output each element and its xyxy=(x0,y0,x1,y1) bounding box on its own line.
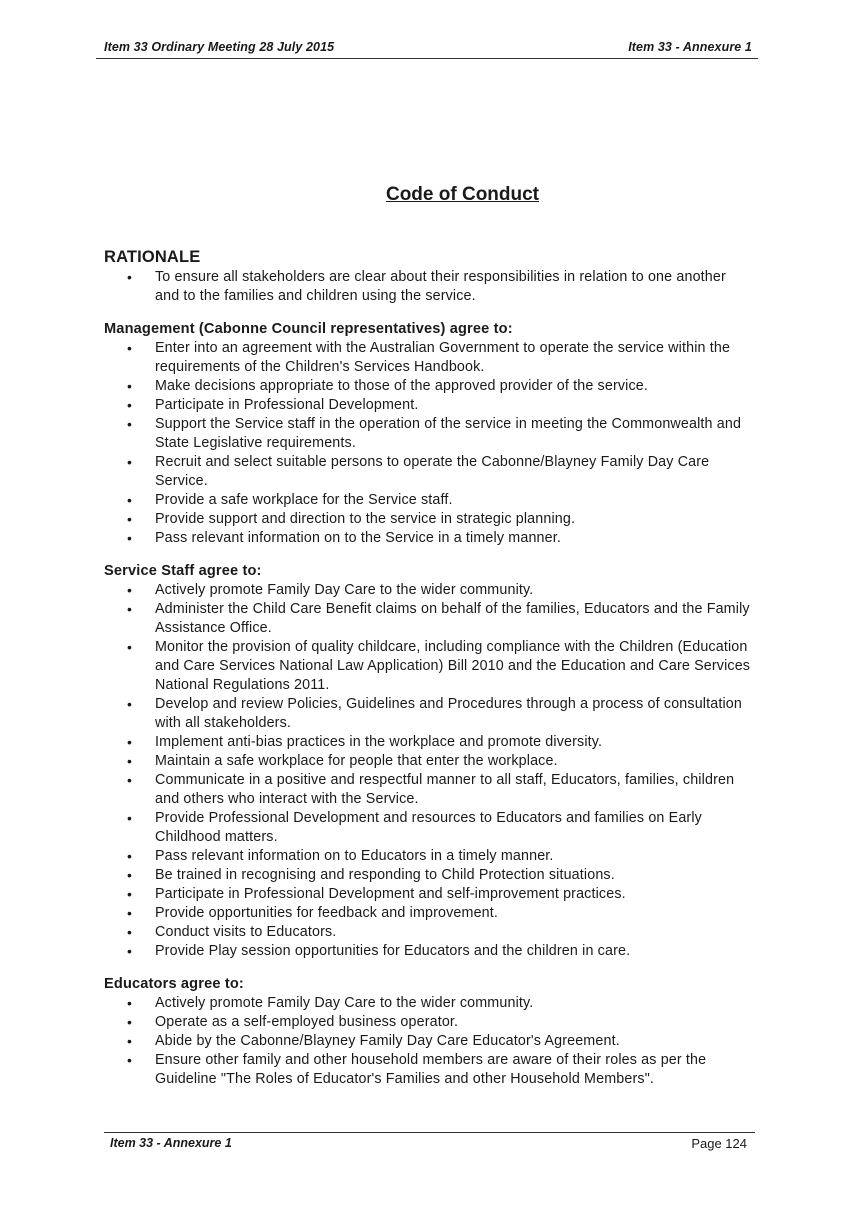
management-list xyxy=(104,339,754,548)
list-item: • Ensure other family and other household members are aware of their roles as per the Guideline "The Roles of Educator's Families and other Household Members". xyxy=(104,1051,754,1089)
list-item: • Provide Play session opportunities for Educators and the children in care. xyxy=(104,942,754,961)
document-body xyxy=(104,248,754,1089)
list-item: • Be trained in recognising and responding to Child Protection situations. xyxy=(104,866,754,885)
page-header xyxy=(96,40,758,59)
list-item: • Participate in Professional Development. xyxy=(104,396,754,415)
rationale-list xyxy=(104,268,754,306)
list-item: • Communicate in a positive and respectful manner to all staff, Educators, families, children and others who interact with the Service. xyxy=(104,771,754,809)
list-item: • Operate as a self-employed business operator. xyxy=(104,1013,754,1032)
page-number: Page 124 xyxy=(691,1136,747,1151)
list-item: • Conduct visits to Educators. xyxy=(104,923,754,942)
list-item: • Provide a safe workplace for the Service staff. xyxy=(104,491,754,510)
footer-annexure-label: Item 33 - Annexure 1 xyxy=(110,1136,232,1150)
rationale-heading: RATIONALE xyxy=(104,248,201,266)
management-heading: Management (Cabonne Council representatives) agree to: xyxy=(104,321,513,337)
list-item: • Make decisions appropriate to those of the approved provider of the service. xyxy=(104,377,754,396)
list-item: • Pass relevant information on to Educators in a timely manner. xyxy=(104,847,754,866)
list-item: • Participate in Professional Development and self-improvement practices. xyxy=(104,885,754,904)
list-item: • Provide support and direction to the service in strategic planning. xyxy=(104,510,754,529)
list-item: • Provide opportunities for feedback and improvement. xyxy=(104,904,754,923)
list-item: • Pass relevant information on to the Service in a timely manner. xyxy=(104,529,754,548)
list-item: • Abide by the Cabonne/Blayney Family Day Care Educator's Agreement. xyxy=(104,1032,754,1051)
page-footer xyxy=(104,1132,755,1153)
list-item: • Monitor the provision of quality childcare, including compliance with the Children (Education and Care Services National Law Application) Bill 2010 and the Education and Care Services National Regulations 2011. xyxy=(104,638,754,695)
list-item: • Support the Service staff in the operation of the service in meeting the Commonwealth and State Legislative requirements. xyxy=(104,415,754,453)
educators-list xyxy=(104,994,754,1089)
list-item: • Administer the Child Care Benefit claims on behalf of the families, Educators and the Family Assistance Office. xyxy=(104,600,754,638)
list-item: • Maintain a safe workplace for people that enter the workplace. xyxy=(104,752,754,771)
list-item: • To ensure all stakeholders are clear about their responsibilities in relation to one another and to the families and children using the service. xyxy=(104,268,754,306)
document-title: Code of Conduct xyxy=(385,184,540,205)
list-item: • Implement anti-bias practices in the workplace and promote diversity. xyxy=(104,733,754,752)
header-meeting-label: Item 33 Ordinary Meeting 28 July 2015 xyxy=(104,40,335,54)
list-item: • Actively promote Family Day Care to the wider community. xyxy=(104,581,754,600)
header-annexure-label: Item 33 - Annexure 1 xyxy=(628,40,752,54)
list-item: • Actively promote Family Day Care to the wider community. xyxy=(104,994,754,1013)
list-item: • Recruit and select suitable persons to operate the Cabonne/Blayney Family Day Care Service. xyxy=(104,453,754,491)
educators-heading: Educators agree to: xyxy=(104,976,244,992)
list-item: • Provide Professional Development and resources to Educators and families on Early Childhood matters. xyxy=(104,809,754,847)
list-item: • Enter into an agreement with the Australian Government to operate the service within the requirements of the Children's Services Handbook. xyxy=(104,339,754,377)
service-staff-heading: Service Staff agree to: xyxy=(104,563,262,579)
service-staff-list xyxy=(104,581,754,961)
list-item: • Develop and review Policies, Guidelines and Procedures through a process of consultation with all stakeholders. xyxy=(104,695,754,733)
